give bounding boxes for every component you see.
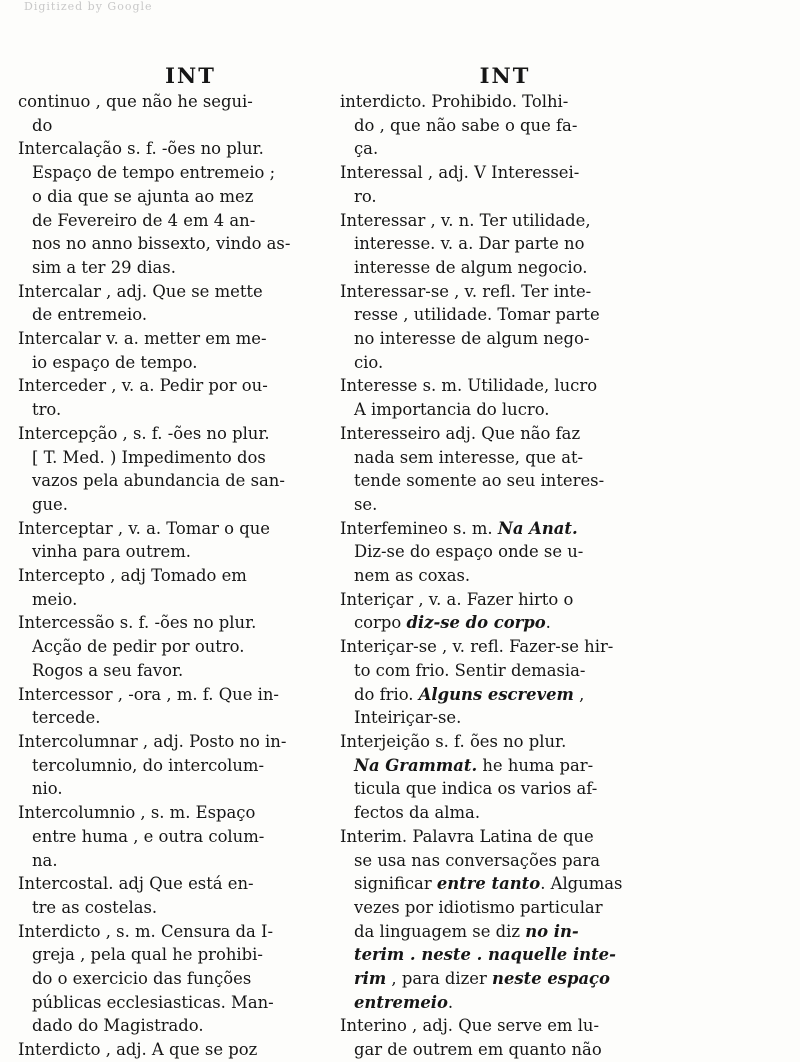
- right-entry: Interessar , v. n. Ter utilidade, interesse. v. a. Dar parte no interesse de algum negocio.: [340, 210, 591, 277]
- right-entries: [340, 90, 670, 1062]
- left-entry: Interdicto , s. m. Censura da I- greja , pela qual he prohibi- do o exercicio das funções públicas ecclesiasticas. Man- dado do Magistrado.: [18, 921, 274, 1036]
- right-entry: Interfemineo s. m. Na Anat. Diz-se do espaço onde se u- nem as coxas.: [340, 518, 584, 586]
- right-entry: Interessal , adj. V Interessei- ro.: [340, 163, 580, 206]
- left-entry: Interdicto , adj. A que se poz: [18, 1040, 258, 1060]
- left-entry: Intercostal. adj Que está en- tre as costelas.: [18, 874, 254, 917]
- right-entry: Interesseiro adj. Que não faz nada sem interesse, que at- tende somente ao seu interes- se.: [340, 423, 605, 514]
- left-entry: Intercessão s. f. -ões no plur. Acção de pedir por outro. Rogos a seu favor.: [18, 613, 257, 680]
- right-running-head: INT: [479, 63, 531, 88]
- left-entry: Intercessor , -ora , m. f. Que in- tercede.: [18, 684, 279, 728]
- faint-library-stamp: Digitized by Google: [24, 0, 153, 13]
- left-running-head: INT: [165, 63, 216, 88]
- right-column: [340, 62, 670, 1062]
- left-entry: Intercalar v. a. metter em me- io espaço de tempo.: [18, 329, 267, 372]
- right-entry: Interessar-se , v. refl. Ter inte- resse , utilidade. Tomar parte no interesse de algum nego- cio.: [340, 281, 600, 372]
- left-entries: [18, 90, 323, 1062]
- left-column: [18, 62, 323, 1062]
- right-entry: Interim. Palavra Latina de que se usa nas conversações para significar entre tanto. Algumas vezes por idiotismo particular da linguagem se diz no in- terim . neste . naquelle inte- rim , para dizer neste espaço entremeio.: [340, 826, 623, 1012]
- left-entry: Intercalar , adj. Que se mette de entremeio.: [18, 281, 263, 325]
- left-entry: Intercolumnar , adj. Posto no in- tercolumnio, do intercolum- nio.: [18, 731, 287, 799]
- left-entry: Intercalação s. f. -ões no plur. Espaço de tempo entremeio ; o dia que se ajunta ao mez de Fevereiro de 4 em 4 an- nos no anno bissexto, vindo as- sim a ter 29 dias.: [18, 139, 291, 277]
- right-entry: Interino , adj. Que serve em lu- gar de outrem em quanto não: [340, 1016, 602, 1060]
- left-entry: Intercepto , adj Tomado em meio.: [18, 566, 247, 609]
- left-entry: Interceptar , v. a. Tomar o que vinha para outrem.: [18, 518, 270, 562]
- right-entry: Interiçar-se , v. refl. Fazer-se hir- to com frio. Sentir demasia- do frio. Alguns escrevem , Inteiriçar-se.: [340, 637, 614, 728]
- right-entry: Interesse s. m. Utilidade, lucro A importancia do lucro.: [340, 376, 598, 420]
- left-entry: Intercolumnio , s. m. Espaço entre huma , e outra colum- na.: [18, 803, 265, 870]
- right-entry: Interiçar , v. a. Fazer hirto o corpo diz-se do corpo.: [340, 589, 574, 633]
- right-entry: Interjeição s. f. ões no plur. Na Grammat. he huma par- ticula que indica os varios af- fectos da alma.: [340, 731, 598, 823]
- left-entry: Interceder , v. a. Pedir por ou- tro.: [18, 376, 268, 420]
- left-entry: Intercepção , s. f. -ões no plur. [ T. Med. ) Impedimento dos vazos pela abundancia de san- gue.: [18, 423, 285, 514]
- left-entry: continuo , que não he segui- do: [18, 92, 253, 135]
- right-entry: interdicto. Prohibido. Tolhi- do , que não sabe o que fa- ça.: [340, 92, 578, 159]
